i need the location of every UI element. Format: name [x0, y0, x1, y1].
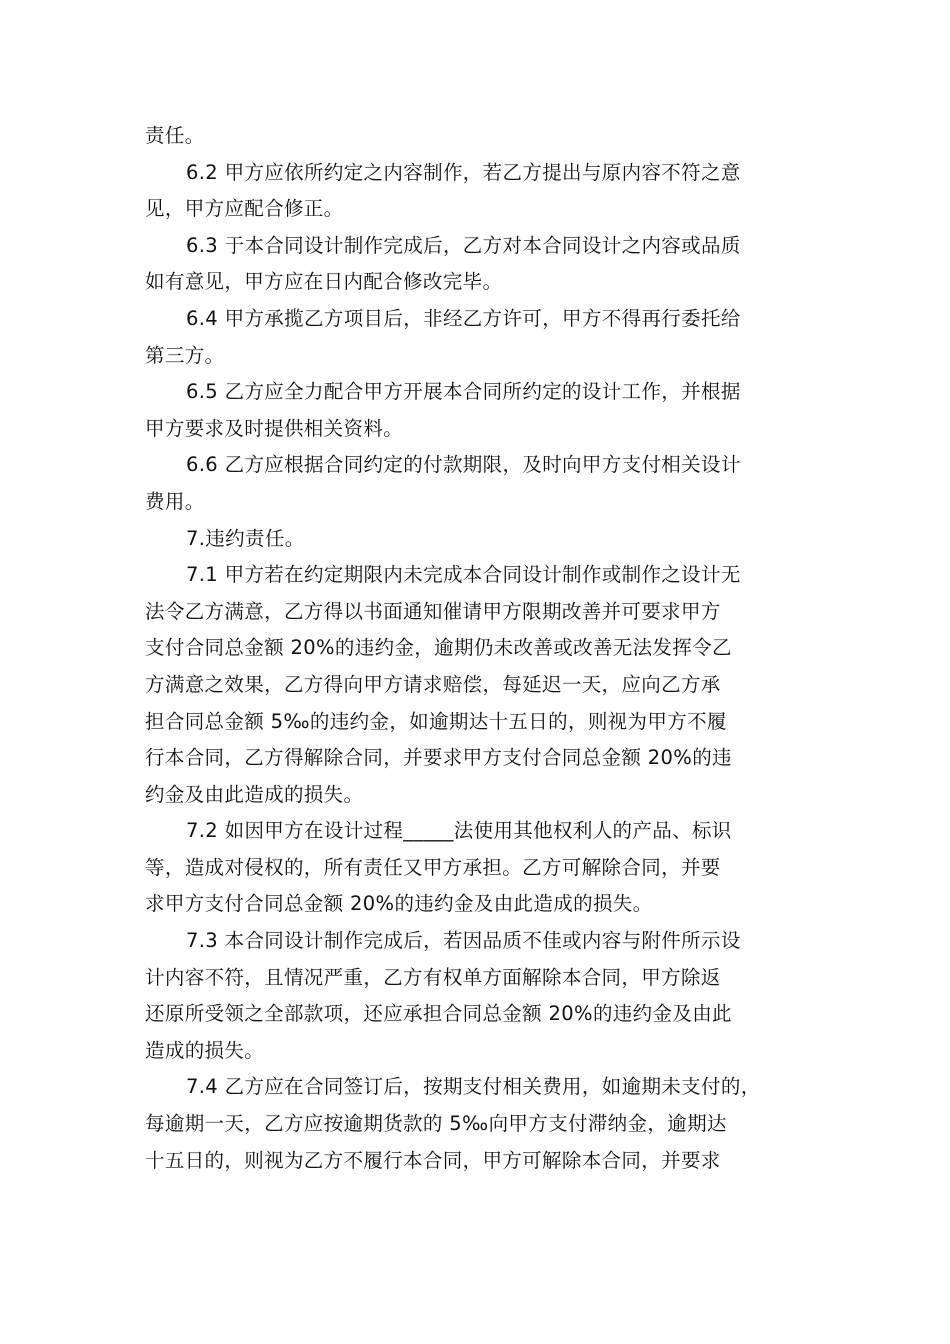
text-line: 约金及由此造成的损失。 — [145, 782, 364, 806]
text-line: 如有意见，甲方应在日内配合修改完毕。 — [145, 270, 503, 294]
section-heading: 7.违约责任。 — [186, 526, 305, 550]
text-line: 行本合同，乙方得解除合同，并要求甲方支付合同总金额 20%的违 — [145, 746, 732, 770]
text-line: 担合同总金额 5‰的违约金，如逾期达十五日的，则视为甲方不履 — [145, 709, 727, 733]
text-line: 见，甲方应配合修正。 — [145, 197, 344, 221]
text-line: 还原所受领之全部款项，还应承担合同总金额 20%的违约金及由此 — [145, 1002, 732, 1026]
text-line: 造成的损失。 — [145, 1038, 265, 1062]
text-line: 7.4 乙方应在合同签订后，按期支付相关费用，如逾期未支付的， — [186, 1075, 761, 1099]
text-line: 7.3 本合同设计制作完成后，若因品质不佳或内容与附件所示设 — [186, 929, 741, 953]
text-line: 计内容不符，且情况严重，乙方有权单方面解除本合同，甲方除返 — [145, 965, 721, 989]
text-line: 等，造成对侵权的，所有责任又甲方承担。乙方可解除合同，并要 — [145, 855, 721, 879]
text-line: 责任。 — [145, 124, 205, 147]
text-line: 支付合同总金额 20%的违约金，逾期仍未改善或改善无法发挥令乙 — [145, 636, 732, 660]
text-line: 十五日的，则视为乙方不履行本合同，甲方可解除本合同，并要求 — [145, 1148, 721, 1172]
text-line: 法令乙方满意，乙方得以书面通知催请甲方限期改善并可要求甲方 — [145, 599, 721, 623]
text-line: 6.3 于本合同设计制作完成后，乙方对本合同设计之内容或品质 — [186, 233, 741, 257]
text-line: 求甲方支付合同总金额 20%的违约金及由此造成的损失。 — [145, 892, 653, 916]
text-line: 每逾期一天，乙方应按逾期货款的 5‰向甲方支付滞纳金，逾期达 — [145, 1112, 727, 1136]
text-line: 6.4 甲方承揽乙方项目后，非经乙方许可，甲方不得再行委托给 — [186, 306, 741, 330]
text-line: 方满意之效果，乙方得向甲方请求赔偿，每延迟一天，应向乙方承 — [145, 672, 721, 696]
text-line: 6.6 乙方应根据合同约定的付款期限，及时向甲方支付相关设计 — [186, 453, 741, 477]
text-line: 第三方。 — [145, 343, 225, 367]
text-line: 7.2 如因甲方在设计过程_____法使用其他权利人的产品、标识 — [186, 819, 732, 843]
text-line: 7.1 甲方若在约定期限内未完成本合同设计制作或制作之设计无 — [186, 563, 741, 587]
text-line: 甲方要求及时提供相关资料。 — [145, 416, 404, 440]
text-line: 6.5 乙方应全力配合甲方开展本合同所约定的设计工作，并根据 — [186, 380, 741, 404]
document-body — [145, 118, 810, 1179]
text-line: 6.2 甲方应依所约定之内容制作，若乙方提出与原内容不符之意 — [186, 160, 741, 184]
text-line: 费用。 — [145, 489, 205, 513]
